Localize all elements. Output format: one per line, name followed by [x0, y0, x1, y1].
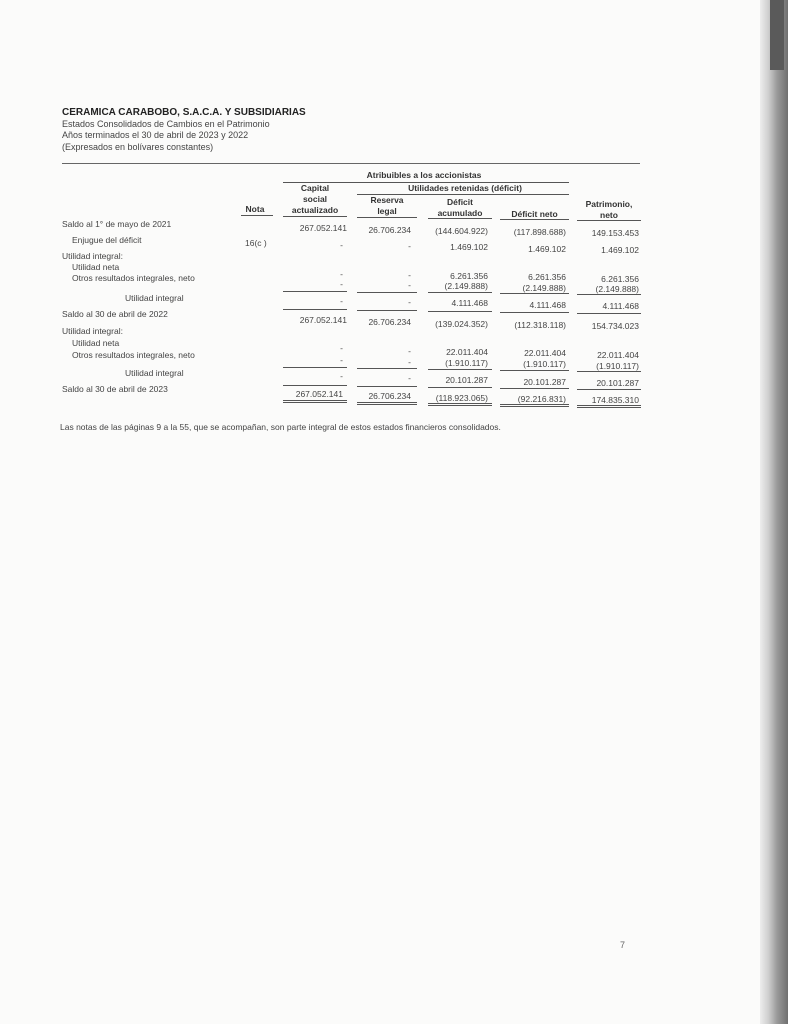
cell-deficit: 22.011.404: [446, 347, 488, 357]
total-rule: [283, 385, 347, 386]
cell-reserva: -: [408, 357, 411, 367]
cell-deficit: 20.101.287: [445, 375, 488, 385]
subgroup-header-utilidades: Utilidades retenidas (déficit): [408, 183, 522, 193]
cell-deficit: (1.910.117): [445, 358, 488, 368]
grand-total-double-rule: [283, 400, 347, 403]
grand-total-double-rule: [428, 403, 492, 406]
company-name: CERAMICA CARABOBO, S.A.C.A. Y SUBSIDIARIAS: [62, 107, 306, 118]
document-header: [62, 107, 306, 153]
col-deficit-rule: [428, 218, 492, 219]
cell-capital: -: [340, 371, 343, 381]
cell-capital: -: [340, 269, 343, 279]
col-nota-rule: [241, 215, 273, 216]
row-label: Utilidad integral:: [62, 251, 123, 261]
col-patrimonio-line1: Patrimonio,: [585, 199, 633, 209]
cell-reserva: -: [408, 241, 411, 251]
cell-deficit: (2.149.888): [444, 281, 488, 291]
cell-capital: -: [340, 296, 343, 306]
footnote: Las notas de las páginas 9 a la 55, que se acompañan, son parte integral de estos estados financieros consolidados.: [60, 422, 501, 432]
subtotal-rule: [428, 292, 492, 293]
col-reserva-rule: [357, 217, 417, 218]
cell-reserva: -: [408, 270, 411, 280]
header-rule: [62, 163, 640, 164]
grand-total-double-rule: [577, 405, 641, 408]
col-deficit-line1: Déficit: [447, 197, 473, 207]
cell-deficit-neto: (117.898.688): [513, 227, 566, 237]
cell-deficit: 6.261.356: [450, 271, 488, 281]
total-rule: [500, 312, 569, 313]
cell-patrimonio: 174.835.310: [591, 395, 639, 405]
cell-reserva: -: [408, 280, 411, 290]
row-label: Utilidad integral: [125, 368, 184, 378]
col-reserva-line2: legal: [377, 206, 397, 216]
subtotal-rule: [357, 292, 417, 293]
row-label: Utilidad neta: [72, 262, 120, 272]
cell-deficit-neto: 4.111.468: [529, 300, 566, 310]
cell-reserva: -: [408, 297, 411, 307]
statement-title: Estados Consolidados de Cambios en el Patrimonio: [62, 118, 270, 129]
subtotal-rule: [500, 293, 569, 294]
cell-deficit-neto: (1.910.117): [523, 359, 566, 369]
col-deficit-neto-rule: [500, 219, 569, 220]
total-rule: [283, 309, 347, 310]
cell-capital: 267.052.141: [299, 223, 347, 233]
total-rule: [357, 310, 417, 311]
cell-deficit-neto: 6.261.356: [528, 272, 566, 282]
cell-reserva: -: [408, 373, 411, 383]
total-rule: [428, 311, 492, 312]
cell-capital: -: [340, 240, 343, 250]
cell-patrimonio: (2.149.888): [595, 284, 639, 294]
row-label: Otros resultados integrales, neto: [72, 273, 195, 283]
cell-patrimonio: 6.261.356: [601, 274, 639, 284]
cell-deficit-neto: (2.149.888): [522, 283, 566, 293]
subtotal-rule: [283, 291, 347, 292]
cell-reserva: 26.706.234: [368, 317, 411, 327]
row-label: Enjugue del déficit: [72, 235, 142, 245]
cell-deficit-neto: (92.216.831): [517, 394, 566, 404]
col-capital-line1: Capital: [300, 183, 330, 193]
cell-capital: 267.052.141: [299, 315, 347, 325]
cell-capital: -: [340, 279, 343, 289]
total-rule: [357, 386, 417, 387]
group-header-accionistas: Atribuibles a los accionistas: [366, 170, 482, 180]
row-label: Saldo al 30 de abril de 2023: [62, 384, 168, 394]
page-number: 7: [620, 940, 626, 950]
col-patrimonio-line2: neto: [600, 210, 618, 220]
cell-patrimonio: 4.111.468: [602, 301, 639, 311]
total-rule: [500, 388, 569, 389]
cell-deficit: (118.923.065): [435, 393, 488, 403]
col-patrimonio-rule: [577, 220, 641, 221]
cell-deficit-neto: 22.011.404: [524, 348, 566, 358]
cell-patrimonio: 149.153.453: [591, 228, 639, 238]
cell-capital: -: [340, 343, 343, 353]
scanner-page-edge: [760, 0, 788, 1024]
statement-currency: (Expresados en bolívares constantes): [62, 141, 214, 152]
row-label: Saldo al 30 de abril de 2022: [62, 309, 168, 319]
col-capital-line3: actualizado: [291, 205, 339, 215]
cell-reserva: 26.706.234: [368, 225, 411, 235]
row-label: Utilidad integral:: [62, 326, 123, 336]
row-label: Saldo al 1° de mayo de 2021: [62, 219, 172, 229]
row-label: Otros resultados integrales, neto: [72, 350, 195, 360]
col-capital-line2: social: [302, 194, 328, 204]
col-deficit-line2: acumulado: [437, 208, 483, 218]
subtotal-rule: [577, 294, 641, 295]
cell-patrimonio: (1.910.117): [596, 361, 639, 371]
subtotal-rule: [357, 368, 417, 369]
cell-patrimonio: 20.101.287: [596, 378, 639, 388]
grand-total-double-rule: [500, 404, 569, 407]
cell-deficit: 1.469.102: [450, 242, 488, 252]
cell-deficit: 4.111.468: [451, 298, 488, 308]
cell-deficit: (139.024.352): [435, 319, 488, 329]
cell-nota: 16(c ): [245, 238, 267, 248]
cell-patrimonio: 1.469.102: [601, 245, 639, 255]
cell-patrimonio: 22.011.404: [597, 350, 639, 360]
subtotal-rule: [577, 371, 641, 372]
col-nota: Nota: [245, 204, 265, 214]
col-reserva-line1: Reserva: [370, 195, 404, 205]
cell-deficit: (144.604.922): [435, 226, 488, 236]
cell-reserva: -: [408, 346, 411, 356]
cell-capital: 267.052.141: [295, 389, 343, 399]
cell-capital: -: [340, 355, 343, 365]
row-label: Utilidad neta: [72, 338, 120, 348]
row-label: Utilidad integral: [125, 293, 184, 303]
subtotal-rule: [500, 370, 569, 371]
subtotal-rule: [283, 367, 347, 368]
cell-deficit-neto: (112.318.118): [514, 320, 566, 330]
total-rule: [577, 389, 641, 390]
cell-patrimonio: 154.734.023: [591, 321, 639, 331]
col-deficit-neto: Déficit neto: [511, 209, 558, 219]
col-capital-rule: [283, 216, 347, 217]
total-rule: [577, 313, 641, 314]
total-rule: [428, 387, 492, 388]
statement-period: Años terminados el 30 de abril de 2023 y 2022: [62, 130, 249, 140]
cell-reserva: 26.706.234: [368, 391, 411, 401]
subtotal-rule: [428, 369, 492, 370]
grand-total-double-rule: [357, 402, 417, 405]
cell-deficit-neto: 1.469.102: [528, 244, 566, 254]
cell-deficit-neto: 20.101.287: [523, 377, 566, 387]
